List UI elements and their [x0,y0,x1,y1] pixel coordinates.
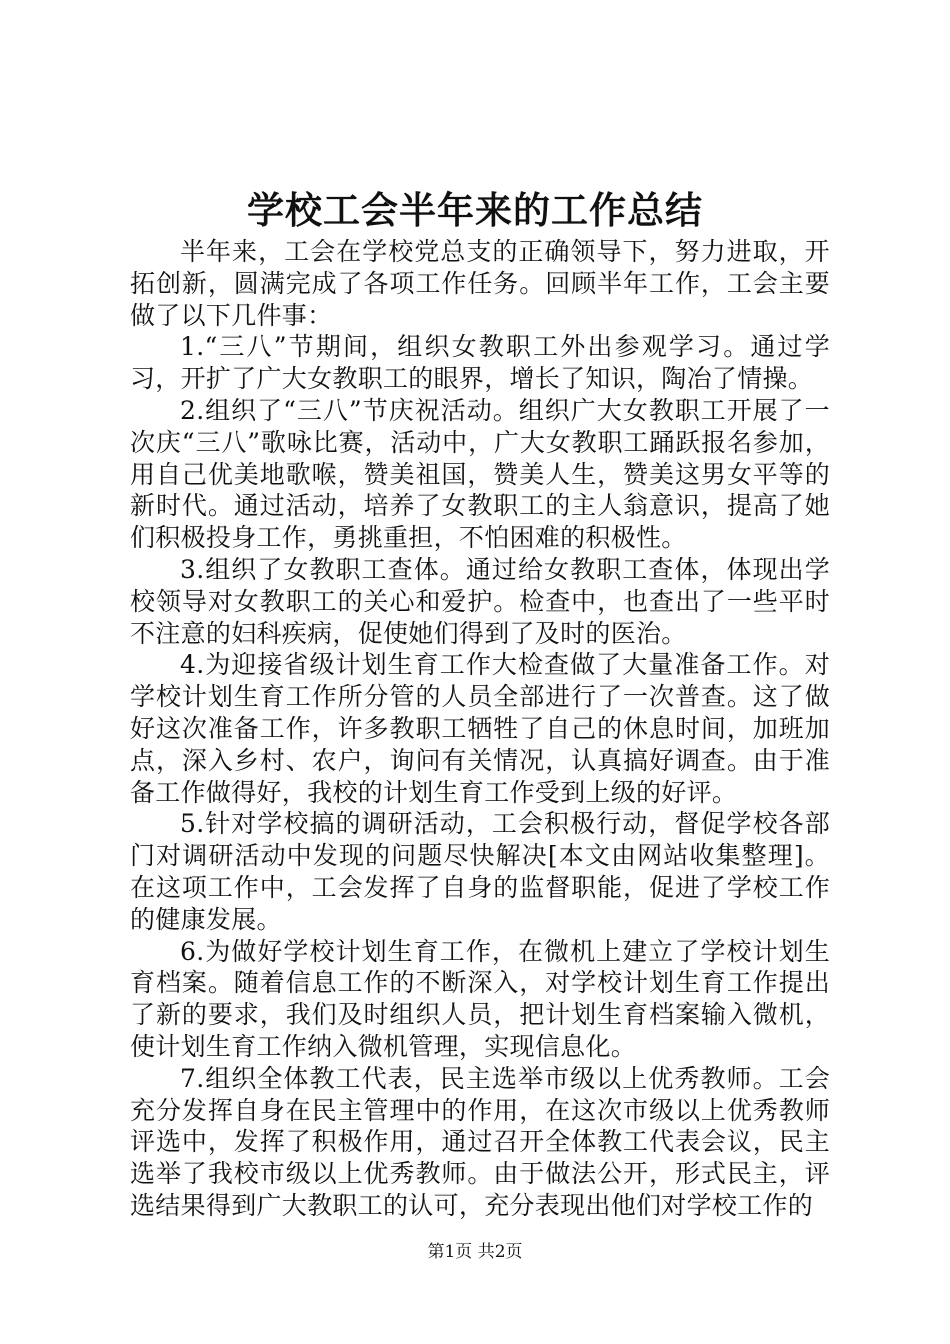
item-paragraph-4: 4.为迎接省级计划生育工作大检查做了大量准备工作。对学校计划生育工作所分管的人员全部进行了一次普查。这了做好这次准备工作，许多教职工牺牲了自己的休息时间，加班加点，深入乡村、农户，询问有关情况，认真搞好调查。由于准备工作做得好，我校的计划生育工作受到上级的好评。 [130,650,830,807]
document-body [130,236,830,1222]
item-paragraph-3: 3.组织了女教职工查体。通过给女教职工查体，体现出学校领导对女教职工的关心和爱护。检查中，也查出了一些平时不注意的妇科疾病，促使她们得到了及时的医治。 [130,554,830,648]
page-footer: 第1页 共2页 [427,1242,523,1262]
item-paragraph-5: 5.针对学校搞的调研活动，工会积极行动，督促学校各部门对调研活动中发现的问题尽快解决[本文由网站收集整理]。在这项工作中，工会发挥了自身的监督职能，促进了学校工作的健康发展。 [130,809,830,934]
intro-paragraph: 半年来，工会在学校党总支的正确领导下，努力进取，开拓创新，圆满完成了各项工作任务。回顾半年工作，工会主要做了以下几件事： [130,237,830,330]
document-title: 学校工会半年来的工作总结 [247,188,703,232]
item-paragraph-1: 1.“三八”节期间，组织女教职工外出参观学习。通过学习，开扩了广大女教职工的眼界，增长了知识，陶冶了情操。 [130,332,830,394]
item-paragraph-6: 6.为做好学校计划生育工作，在微机上建立了学校计划生育档案。随着信息工作的不断深入，对学校计划生育工作提出了新的要求，我们及时组织人员，把计划生育档案输入微机，使计划生育工作纳入微机管理，实现信息化。 [130,936,830,1061]
item-paragraph-2: 2.组织了“三八”节庆祝活动。组织广大女教职工开展了一次庆“三八”歌咏比赛，活动中，广大女教职工踊跃报名参加，用自己优美地歌喉，赞美祖国，赞美人生，赞美这男女平等的新时代。通过活动，培养了女教职工的主人翁意识，提高了她们积极投身工作，勇挑重担，不怕困难的积极性。 [130,395,830,553]
item-paragraph-7: 7.组织全体教工代表，民主选举市级以上优秀教师。工会充分发挥自身在民主管理中的作用，在这次市级以上优秀教师评选中，发挥了积极作用，通过召开全体教工代表会议，民主选举了我校市级以上优秀教师。由于做法公开，形式民主，评选结果得到广大教职工的认可，充分表现出他们对学校工作的 [130,1063,830,1220]
